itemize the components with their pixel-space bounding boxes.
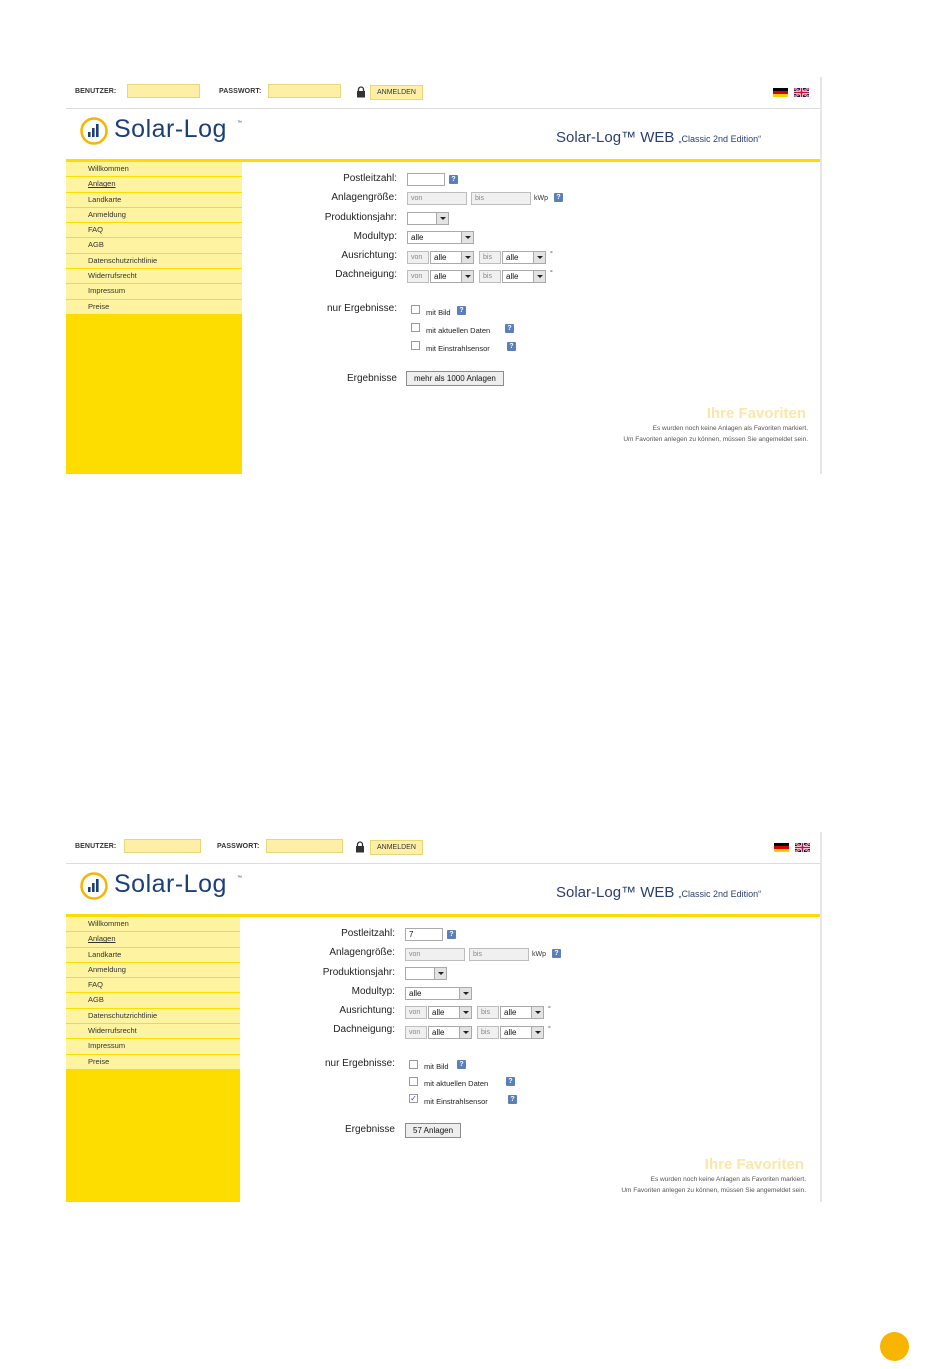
orientation-to-label: bis bbox=[479, 251, 501, 264]
uk-flag-icon[interactable] bbox=[794, 88, 809, 97]
favorites-title: Ihre Favoriten bbox=[706, 405, 806, 422]
sidebar-item-label: FAQ bbox=[88, 980, 104, 990]
help-icon[interactable]: ? bbox=[552, 949, 561, 958]
sidebar-item-label: Preise bbox=[88, 301, 110, 311]
app-title bbox=[556, 129, 761, 146]
chevron-down-icon bbox=[436, 213, 448, 224]
orientation-to-select[interactable] bbox=[500, 1006, 544, 1019]
login-button[interactable]: ANMELDEN bbox=[370, 840, 423, 855]
sidebar-item-label: Datenschutzrichtlinie bbox=[88, 1010, 158, 1020]
sidebar-item-impressum[interactable] bbox=[66, 1039, 240, 1054]
sidebar-item-label: Preise bbox=[88, 1056, 110, 1066]
sidebar-item-label: Landkarte bbox=[88, 194, 122, 204]
app-title-text: Solar-Log™ WEB bbox=[556, 884, 675, 901]
sidebar-item-label: Impressum bbox=[88, 1041, 126, 1051]
select-value: alle bbox=[506, 253, 519, 262]
moduletype-label: Modultyp: bbox=[351, 986, 395, 997]
tilt-from-select[interactable] bbox=[430, 270, 474, 283]
orientation-from-select[interactable] bbox=[430, 251, 474, 264]
sidebar-item-label: Willkommen bbox=[88, 919, 129, 928]
year-select[interactable] bbox=[405, 967, 447, 980]
login-bar bbox=[66, 77, 820, 109]
user-label: BENUTZER: bbox=[75, 843, 117, 850]
sidebar-item-label: Datenschutzrichtlinie bbox=[88, 255, 158, 265]
select-value: alle bbox=[434, 272, 447, 281]
with-current-data-label: mit aktuellen Daten bbox=[426, 326, 491, 335]
year-select[interactable] bbox=[407, 212, 449, 225]
chevron-down-icon bbox=[459, 1007, 471, 1018]
help-icon[interactable]: ? bbox=[507, 342, 516, 351]
select-value: alle bbox=[504, 1028, 517, 1037]
sidebar-item-label: Anmeldung bbox=[88, 964, 126, 974]
with-sensor-checkbox[interactable] bbox=[411, 341, 420, 350]
user-input[interactable] bbox=[127, 84, 200, 98]
chevron-down-icon bbox=[531, 1007, 543, 1018]
logo-trademark: ™ bbox=[237, 875, 242, 881]
solar-log-logo-icon bbox=[80, 117, 108, 145]
postcode-label: Postleitzahl: bbox=[343, 173, 397, 184]
chevron-down-icon bbox=[531, 1027, 543, 1038]
screenshot-2 bbox=[66, 832, 822, 1202]
sidebar-item-datenschutz[interactable] bbox=[66, 254, 242, 269]
with-current-data-checkbox[interactable] bbox=[411, 323, 420, 332]
sidebar-item-faq[interactable] bbox=[66, 978, 240, 993]
help-icon[interactable]: ? bbox=[457, 1060, 466, 1069]
sidebar-item-anlagen[interactable] bbox=[66, 932, 240, 947]
help-icon[interactable]: ? bbox=[508, 1095, 517, 1104]
header bbox=[66, 864, 820, 917]
de-flag-icon[interactable] bbox=[773, 88, 788, 97]
help-icon[interactable]: ? bbox=[447, 930, 456, 939]
tilt-to-label: bis bbox=[479, 270, 501, 283]
with-current-data-checkbox[interactable] bbox=[409, 1077, 418, 1086]
sidebar-item-label: Landkarte bbox=[88, 949, 122, 959]
orientation-to-label: bis bbox=[477, 1006, 499, 1019]
lock-icon bbox=[355, 841, 365, 853]
select-value: alle bbox=[432, 1028, 445, 1037]
chevron-down-icon bbox=[461, 271, 473, 282]
only-results-label: nur Ergebnisse: bbox=[326, 303, 397, 314]
sidebar-item-label: Anmeldung bbox=[88, 209, 126, 219]
chevron-down-icon bbox=[459, 988, 471, 999]
favorites-note: Es wurden noch keine Anlagen als Favoriten markiert. bbox=[650, 1176, 806, 1183]
password-input[interactable] bbox=[268, 84, 341, 98]
sidebar-item-label: Widerrufsrecht bbox=[88, 271, 137, 281]
orientation-from-label: von bbox=[405, 1006, 427, 1019]
logo-text: Solar-Log bbox=[114, 870, 227, 898]
with-image-label: mit Bild bbox=[426, 308, 451, 317]
sidebar-item-preise[interactable] bbox=[66, 1055, 240, 1070]
results-button[interactable]: 57 Anlagen bbox=[405, 1123, 461, 1138]
tilt-label: Dachneigung: bbox=[335, 269, 397, 280]
sidebar-item-label: Willkommen bbox=[88, 164, 129, 173]
tilt-to-select[interactable] bbox=[502, 270, 546, 283]
size-unit: kWp bbox=[534, 195, 548, 202]
sidebar-item-widerrufsrecht[interactable] bbox=[66, 269, 242, 284]
tilt-label: Dachneigung: bbox=[333, 1024, 395, 1035]
chevron-down-icon bbox=[533, 252, 545, 263]
favorites-login-note: Um Favoriten anlegen zu können, müssen Sie angemeldet sein. bbox=[621, 1187, 806, 1194]
logo-text: Solar-Log bbox=[114, 115, 227, 143]
select-value: alle bbox=[434, 253, 447, 262]
postcode-label: Postleitzahl: bbox=[341, 928, 395, 939]
size-from-input[interactable]: von bbox=[405, 948, 465, 961]
orientation-from-select[interactable] bbox=[428, 1006, 472, 1019]
results-button[interactable]: mehr als 1000 Anlagen bbox=[406, 371, 504, 386]
user-input[interactable] bbox=[124, 839, 201, 853]
sidebar-item-label: Anlagen bbox=[88, 179, 116, 189]
moduletype-label: Modultyp: bbox=[353, 231, 397, 242]
password-label: PASSWORT: bbox=[217, 843, 260, 850]
tilt-to-label: bis bbox=[477, 1026, 499, 1039]
size-unit: kWp bbox=[532, 951, 546, 958]
help-icon[interactable]: ? bbox=[457, 306, 466, 315]
chevron-down-icon bbox=[459, 1027, 471, 1038]
tilt-from-select[interactable] bbox=[428, 1026, 472, 1039]
help-icon[interactable]: ? bbox=[505, 324, 514, 333]
sidebar-item-landkarte[interactable] bbox=[66, 948, 240, 963]
year-label: Produktionsjahr: bbox=[322, 967, 395, 978]
postcode-input[interactable]: 7 bbox=[405, 928, 443, 941]
size-to-input[interactable]: bis bbox=[469, 948, 529, 961]
moduletype-select[interactable] bbox=[407, 231, 474, 244]
orientation-from-label: von bbox=[407, 251, 429, 264]
degree-unit: ° bbox=[548, 1026, 551, 1033]
login-button[interactable]: ANMELDEN bbox=[370, 85, 423, 100]
favorites-title: Ihre Favoriten bbox=[704, 1156, 804, 1173]
select-value: alle bbox=[432, 1008, 445, 1017]
with-image-checkbox[interactable] bbox=[409, 1060, 418, 1069]
chevron-down-icon bbox=[461, 252, 473, 263]
sidebar-item-willkommen[interactable] bbox=[66, 162, 242, 177]
degree-unit: ° bbox=[550, 251, 553, 258]
select-value: alle bbox=[411, 233, 424, 242]
app-subtitle: „Classic 2nd Edition“ bbox=[678, 134, 762, 144]
degree-unit: ° bbox=[548, 1006, 551, 1013]
sidebar-item-label: FAQ bbox=[88, 225, 104, 235]
sidebar bbox=[66, 917, 240, 1202]
tilt-to-select[interactable] bbox=[500, 1026, 544, 1039]
with-image-label: mit Bild bbox=[424, 1062, 449, 1071]
sidebar-item-willkommen[interactable] bbox=[66, 917, 240, 932]
degree-unit: ° bbox=[550, 270, 553, 277]
only-results-label: nur Ergebnisse: bbox=[324, 1058, 395, 1069]
size-label: Anlagengröße: bbox=[329, 947, 395, 958]
password-input[interactable] bbox=[266, 839, 343, 853]
results-label: Ergebnisse bbox=[344, 1124, 395, 1135]
moduletype-select[interactable] bbox=[405, 987, 472, 1000]
with-sensor-checkbox[interactable]: ✓ bbox=[410, 1094, 417, 1103]
user-label: BENUTZER: bbox=[75, 88, 117, 95]
app-title-text: Solar-Log™ WEB bbox=[556, 129, 675, 146]
help-icon[interactable]: ? bbox=[554, 193, 563, 202]
help-icon[interactable]: ? bbox=[449, 175, 458, 184]
password-label: PASSWORT: bbox=[219, 88, 262, 95]
sidebar-item-faq[interactable] bbox=[66, 223, 242, 238]
size-label: Anlagengröße: bbox=[331, 192, 397, 203]
with-sensor-label: mit Einstrahlsensor bbox=[426, 344, 490, 353]
favorites-note: Es wurden noch keine Anlagen als Favoriten markiert. bbox=[652, 425, 808, 432]
size-from-input[interactable]: von bbox=[407, 192, 467, 205]
login-bar bbox=[66, 832, 820, 864]
sidebar-item-anlagen[interactable] bbox=[66, 177, 242, 192]
sidebar-item-landkarte[interactable] bbox=[66, 193, 242, 208]
year-label: Produktionsjahr: bbox=[324, 212, 397, 223]
with-image-checkbox[interactable] bbox=[411, 305, 420, 314]
sidebar-item-label: Widerrufsrecht bbox=[88, 1026, 137, 1036]
postcode-input[interactable] bbox=[407, 173, 445, 186]
results-label: Ergebnisse bbox=[346, 373, 397, 384]
tilt-from-label: von bbox=[407, 270, 429, 283]
app-title bbox=[556, 884, 761, 901]
sidebar-item-anmeldung[interactable] bbox=[66, 208, 242, 223]
tilt-from-label: von bbox=[405, 1026, 427, 1039]
uk-flag-icon[interactable] bbox=[795, 843, 810, 852]
screenshot-1 bbox=[66, 77, 822, 474]
sidebar-item-anmeldung[interactable] bbox=[66, 963, 240, 978]
chevron-down-icon bbox=[533, 271, 545, 282]
solar-log-logo-icon bbox=[80, 872, 108, 900]
sidebar-item-agb[interactable] bbox=[66, 238, 242, 253]
orientation-label: Ausrichtung: bbox=[339, 1005, 395, 1016]
size-to-input[interactable]: bis bbox=[471, 192, 531, 205]
with-sensor-label: mit Einstrahlsensor bbox=[424, 1097, 488, 1106]
de-flag-icon[interactable] bbox=[774, 843, 789, 852]
app-subtitle: „Classic 2nd Edition“ bbox=[678, 889, 762, 899]
sidebar-item-widerrufsrecht[interactable] bbox=[66, 1024, 240, 1039]
sidebar-item-label: Anlagen bbox=[88, 934, 116, 944]
favorites-login-note: Um Favoriten anlegen zu können, müssen Sie angemeldet sein. bbox=[623, 436, 808, 443]
sidebar-item-label: AGB bbox=[88, 995, 104, 1005]
with-current-data-label: mit aktuellen Daten bbox=[424, 1079, 489, 1088]
orientation-to-select[interactable] bbox=[502, 251, 546, 264]
page-marker-dot bbox=[880, 1332, 909, 1361]
sidebar-item-agb[interactable] bbox=[66, 993, 240, 1008]
sidebar bbox=[66, 162, 242, 474]
chevron-down-icon bbox=[461, 232, 473, 243]
select-value: alle bbox=[504, 1008, 517, 1017]
select-value: alle bbox=[409, 989, 422, 998]
sidebar-item-impressum[interactable] bbox=[66, 284, 242, 299]
sidebar-item-label: Impressum bbox=[88, 286, 126, 296]
chevron-down-icon bbox=[434, 968, 446, 979]
sidebar-item-label: AGB bbox=[88, 240, 104, 250]
logo-trademark: ™ bbox=[237, 120, 242, 126]
help-icon[interactable]: ? bbox=[506, 1077, 515, 1086]
sidebar-item-preise[interactable] bbox=[66, 300, 242, 315]
sidebar-item-datenschutz[interactable] bbox=[66, 1009, 240, 1024]
header bbox=[66, 109, 820, 162]
select-value: alle bbox=[506, 272, 519, 281]
lock-icon bbox=[356, 86, 366, 98]
orientation-label: Ausrichtung: bbox=[341, 250, 397, 261]
